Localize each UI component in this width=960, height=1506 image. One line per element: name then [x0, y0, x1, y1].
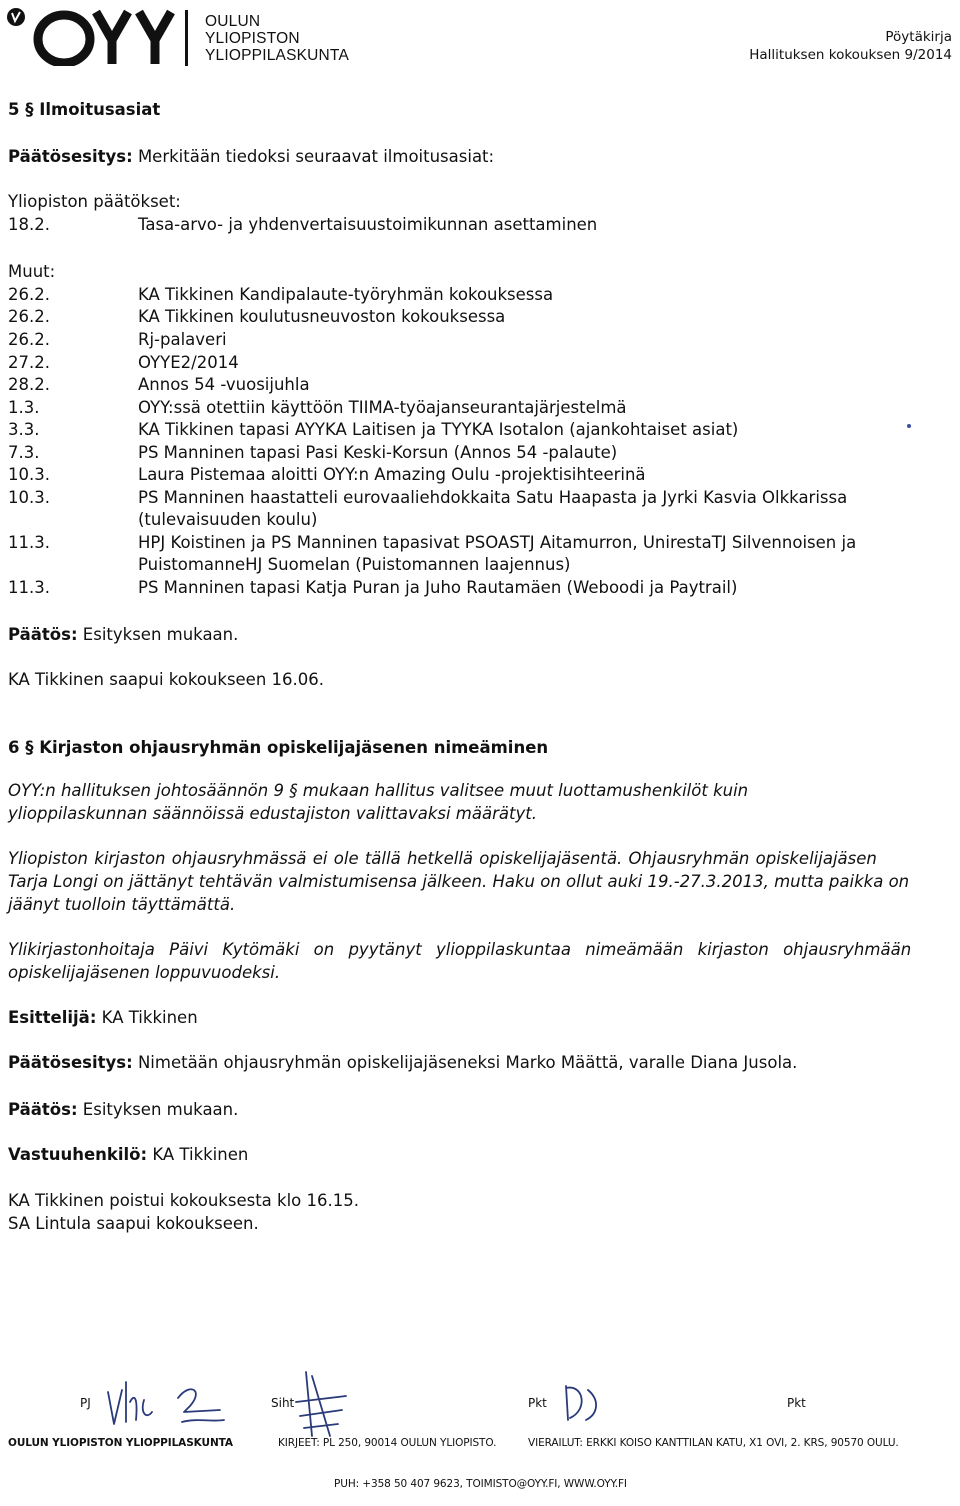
footer-visiting: VIERAILUT: ERKKI KOISO KANTTILAN KATU, X1 OVI, 2. KRS, 90570 OULU. [528, 1437, 899, 1449]
logo-wordmark [205, 13, 349, 64]
decision-text: Esityksen mukaan. [77, 625, 239, 644]
section6-heading: 6 § Kirjaston ohjausryhmän opiskelijajäsenen nimeäminen [8, 738, 549, 757]
item-date: 3.3. [8, 420, 40, 439]
list-item [0, 463, 960, 486]
item-date: 26.2. [8, 307, 50, 326]
section5-heading: 5 § Ilmoitusasiat [8, 100, 161, 119]
proposal-text: Merkitään tiedoksi seuraavat ilmoitusasiat: [132, 147, 495, 166]
para-line: Ylikirjastonhoitaja Päivi Kytömäki on pyytänyt ylioppilaskuntaa nimeämään kirjaston ohjausryhmään [8, 940, 912, 959]
paragraph-2 [8, 847, 909, 916]
logo [4, 4, 194, 66]
para-line: OYY:n hallituksen johtosäännön 9 § mukaan hallitus valitsee muut luottamushenkilöt kuin [8, 781, 749, 800]
list-item [0, 328, 960, 351]
signature-chair [100, 1372, 240, 1442]
para-line: ylioppilaskunnan säännöissä edustajiston valittavaksi määrätyt. [8, 804, 537, 823]
paragraph-3 [8, 938, 911, 984]
item-date: 10.3. [8, 488, 50, 507]
item-text: Tasa-arvo- ja yhdenvertaisuustoimikunnan asettaminen [138, 215, 598, 234]
paragraph-1 [8, 779, 748, 825]
item-text: HPJ Koistinen ja PS Manninen tapasivat PSOASTJ Aitamurron, UnirestaTJ Silvennoisen ja [138, 533, 857, 552]
para-line: jäänyt tuolloin täyttämättä. [8, 895, 236, 914]
item-text: Annos 54 -vuosijuhla [138, 375, 310, 394]
stray-dot [907, 424, 911, 428]
sig-label-pkt-2: Pkt [787, 1396, 806, 1410]
para-line: Yliopiston kirjaston ohjausryhmässä ei ole tällä hetkellä opiskelijajäsentä. Ohjausryhmän opiskelijajäsen [8, 849, 877, 868]
list-item [0, 373, 960, 396]
list-item [0, 351, 960, 374]
sig-label-pkt-1: Pkt [528, 1396, 547, 1410]
item-date: 11.3. [8, 533, 50, 552]
item-date: 10.3. [8, 465, 50, 484]
list-item [0, 305, 960, 328]
list-item [0, 283, 960, 306]
section5-note: KA Tikkinen saapui kokoukseen 16.06. [8, 670, 325, 689]
responsible [8, 1143, 248, 1166]
item-text-cont: (tulevaisuuden koulu) [138, 510, 318, 529]
oyy-logo-mark [4, 4, 194, 66]
proposal-label: Päätösesitys: [8, 1053, 133, 1072]
item-date: 28.2. [8, 375, 50, 394]
item-text: PS Manninen tapasi Pasi Keski-Korsun (Annos 54 -palaute) [138, 443, 618, 462]
item-text: Laura Pistemaa aloitti OYY:n Amazing Oulu -projektisihteerinä [138, 465, 646, 484]
note-line: KA Tikkinen poistui kokouksesta klo 16.15. [8, 1191, 359, 1210]
section6-proposal [8, 1051, 797, 1074]
item-text: PS Manninen haastatteli eurovaaliehdokkaita Satu Haapasta ja Jyrki Kasvia Olkkarissa [138, 488, 848, 507]
item-date: 1.3. [8, 398, 40, 417]
list-item [0, 213, 960, 236]
section5-proposal [8, 145, 494, 168]
item-text: OYY:ssä otettiin käyttöön TIIMA-työajanseurantajärjestelmä [138, 398, 627, 417]
sig-label-siht: Siht [271, 1396, 295, 1410]
proposal-label: Päätösesitys: [8, 147, 133, 166]
logo-line-2: YLIOPISTON [205, 30, 300, 47]
presenter [8, 1006, 198, 1029]
item-text: KA Tikkinen koulutusneuvoston kokouksessa [138, 307, 506, 326]
decision-label: Päätös: [8, 625, 78, 644]
note-line: SA Lintula saapui kokoukseen. [8, 1214, 259, 1233]
para-line: Tarja Longi on jättänyt tehtävän valmistumisensa jälkeen. Haku on ollut auki 19.-27.3.2013, mutta paikka on [8, 872, 910, 891]
univ-heading: Yliopiston päätökset: [8, 192, 181, 211]
footer-postal: KIRJEET: PL 250, 90014 OULUN YLIOPISTO. [278, 1437, 497, 1449]
section6-decision [8, 1098, 238, 1121]
item-date: 11.3. [8, 578, 50, 597]
logo-line-3: YLIOPPILASKUNTA [205, 47, 349, 64]
decision-label: Päätös: [8, 1100, 78, 1119]
para-line: opiskelijajäsenen loppuvuodeksi. [8, 963, 281, 982]
other-heading: Muut: [8, 262, 56, 281]
item-text: KA Tikkinen Kandipalaute-työryhmän kokouksessa [138, 285, 554, 304]
doc-header [749, 28, 952, 64]
item-date: 18.2. [8, 215, 50, 234]
item-date: 26.2. [8, 330, 50, 349]
section6-notes [8, 1189, 359, 1235]
decision-text: Esityksen mukaan. [77, 1100, 239, 1119]
item-text: OYYE2/2014 [138, 353, 239, 372]
footer-org: OULUN YLIOPISTON YLIOPPILASKUNTA [8, 1437, 233, 1449]
item-date: 27.2. [8, 353, 50, 372]
list-item [0, 396, 960, 419]
presenter-label: Esittelijä: [8, 1008, 97, 1027]
list-item [0, 531, 960, 577]
sig-label-pj: PJ [80, 1396, 91, 1410]
signature-secretary [286, 1366, 366, 1446]
list-item [0, 441, 960, 464]
responsible-text: KA Tikkinen [147, 1145, 249, 1164]
item-text: Rj-palaveri [138, 330, 227, 349]
doc-ref: Hallituksen kokouksen 9/2014 [749, 47, 952, 63]
responsible-label: Vastuuhenkilö: [8, 1145, 148, 1164]
list-item [0, 418, 960, 441]
section5-decision [8, 623, 238, 646]
item-text-cont: PuistomanneHJ Suomelan (Puistomannen laajennus) [138, 555, 571, 574]
item-date: 26.2. [8, 285, 50, 304]
logo-line-1: OULUN [205, 13, 261, 30]
list-item [0, 576, 960, 599]
presenter-text: KA Tikkinen [96, 1008, 198, 1027]
doc-type: Pöytäkirja [885, 29, 952, 45]
footer-contact: PUH: +358 50 407 9623, TOIMISTO@OYY.FI, WWW.OYY.FI [334, 1478, 627, 1490]
proposal-text: Nimetään ohjausryhmän opiskelijajäseneksi Marko Määttä, varalle Diana Jusola. [132, 1053, 798, 1072]
signature-checker-1 [560, 1380, 610, 1426]
list-item [0, 486, 960, 532]
item-text: KA Tikkinen tapasi AYYKA Laitisen ja TYYKA Isotalon (ajankohtaiset asiat) [138, 420, 739, 439]
item-text: PS Manninen tapasi Katja Puran ja Juho Rautamäen (Weboodi ja Paytrail) [138, 578, 738, 597]
item-date: 7.3. [8, 443, 40, 462]
